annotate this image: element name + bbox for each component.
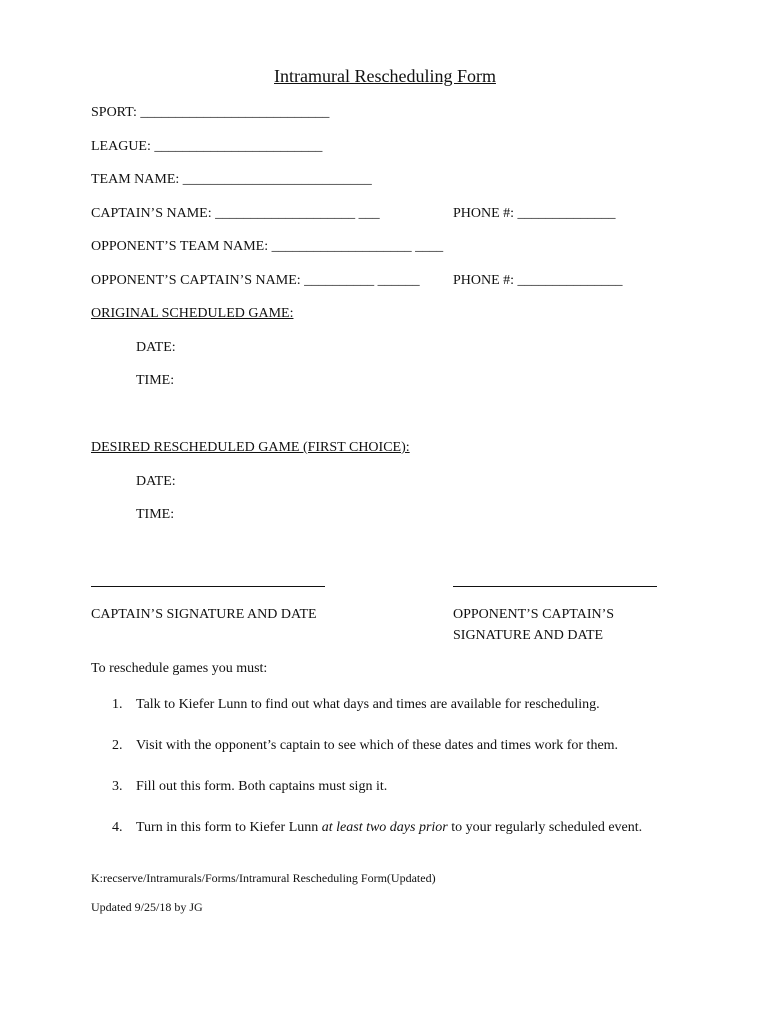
opponent-captain-name-field[interactable]: OPPONENT’S CAPTAIN’S NAME: __________ ______: [91, 273, 420, 288]
captain-signature-label: CAPTAIN’S SIGNATURE AND DATE: [91, 607, 317, 622]
updated-footer: Updated 9/25/18 by JG: [91, 900, 203, 914]
opponent-phone-field[interactable]: PHONE #: _______________: [453, 273, 623, 288]
form-title: Intramural Rescheduling Form: [274, 66, 496, 86]
opponent-signature-label-line1: OPPONENT’S CAPTAIN’S: [453, 607, 615, 622]
step-number: 3.: [112, 779, 123, 794]
step-text: Visit with the opponent’s captain to see which of these dates and times work for them.: [136, 738, 619, 753]
desired-game-heading: DESIRED RESCHEDULED GAME (FIRST CHOICE):: [91, 440, 410, 455]
captain-phone-field[interactable]: PHONE #: ______________: [453, 206, 616, 221]
step-number: 1.: [112, 697, 123, 712]
original-game-heading: ORIGINAL SCHEDULED GAME:: [91, 306, 294, 321]
sport-field[interactable]: SPORT: ___________________________: [91, 105, 330, 120]
original-date-field[interactable]: DATE:: [136, 340, 176, 355]
step-number: 4.: [112, 820, 123, 835]
step-text-after: to your regularly scheduled event.: [447, 820, 643, 835]
captain-name-field[interactable]: CAPTAIN’S NAME: ____________________ ___: [91, 206, 380, 221]
step-text: [136, 817, 676, 838]
opponent-team-name-field[interactable]: OPPONENT’S TEAM NAME: ____________________ ____: [91, 239, 444, 254]
step-text-emphasis: at least two days prior: [321, 820, 448, 835]
desired-time-field[interactable]: TIME:: [136, 507, 175, 522]
step-number: 2.: [112, 738, 123, 753]
file-path-footer: K:recserve/Intramurals/Forms/Intramural Rescheduling Form(Updated): [91, 871, 436, 885]
desired-date-field[interactable]: DATE:: [136, 474, 176, 489]
opponent-signature-line[interactable]: [453, 586, 657, 587]
opponent-signature-label-line2: SIGNATURE AND DATE: [453, 628, 604, 643]
instructions-intro: To reschedule games you must:: [91, 661, 268, 676]
league-field[interactable]: LEAGUE: ________________________: [91, 139, 323, 154]
step-text: Fill out this form. Both captains must sign it.: [136, 779, 388, 794]
original-time-field[interactable]: TIME:: [136, 373, 175, 388]
captain-signature-line[interactable]: [91, 586, 325, 587]
step-text: Talk to Kiefer Lunn to find out what days and times are available for rescheduling.: [136, 697, 600, 712]
step-text-before: Turn in this form to Kiefer Lunn: [136, 820, 322, 835]
team-name-field[interactable]: TEAM NAME: ___________________________: [91, 172, 372, 187]
